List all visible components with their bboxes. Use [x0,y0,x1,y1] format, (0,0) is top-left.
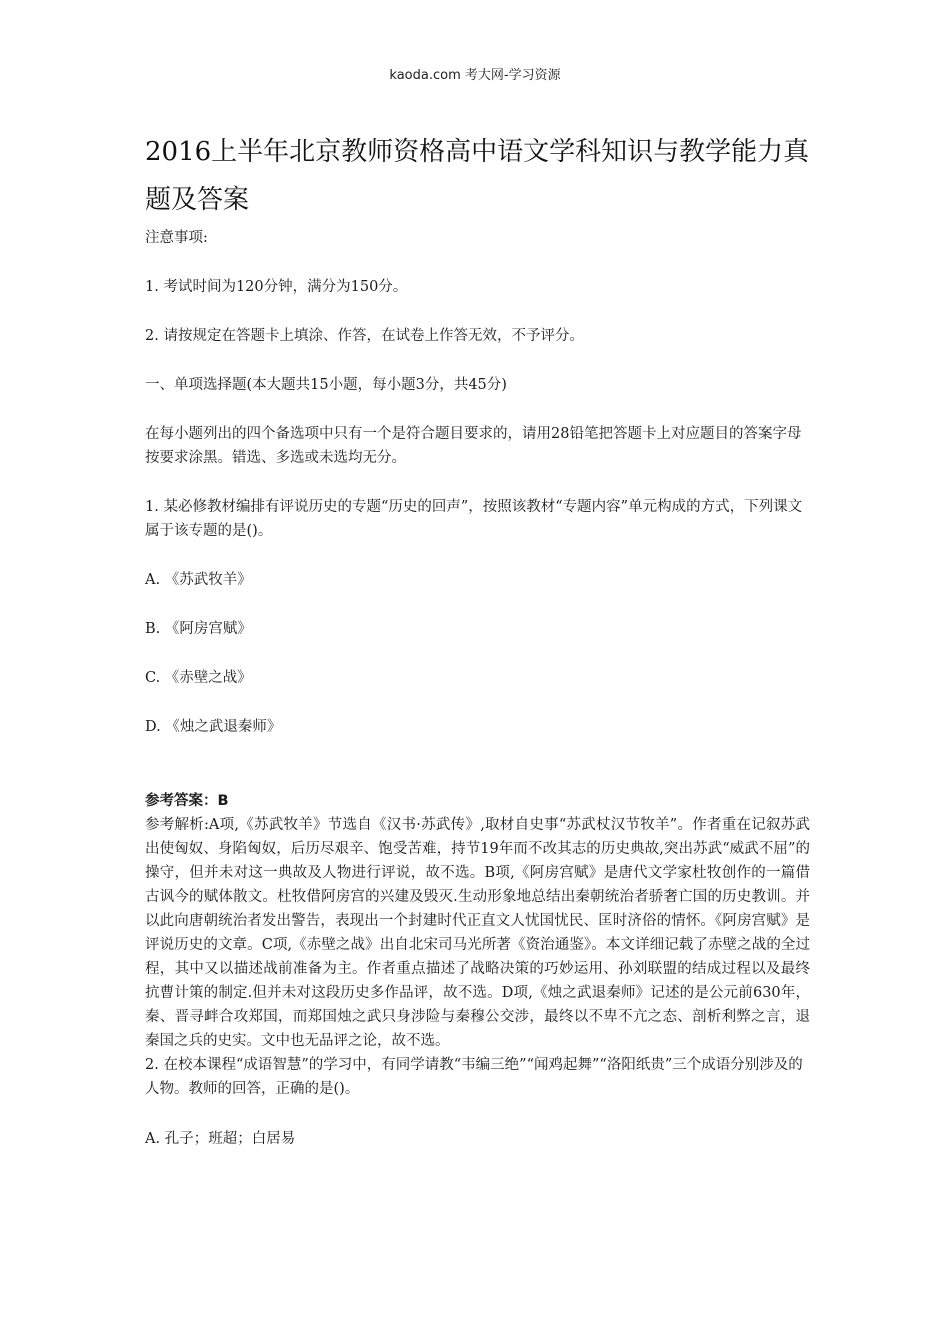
question-1-analysis: 参考解析:A项,《苏武牧羊》节选自《汉书·苏武传》,取材自史事“苏武杖汉节牧羊”。作者重在记叙苏武出使匈奴、身陷匈奴，后历尽艰辛、饱受苦难，持节19年而不改其志的历史典故,突出苏武“威武不屈”的操守，但并未对这一典故及人物进行评说，故不选。B项,《阿房宫赋》是唐代文学家杜牧创作的一篇借古讽今的赋体散文。杜牧借阿房宫的兴建及毁灭.生动形象地总结出秦朝统治者骄奢亡国的历史教训。并以此向唐朝统治者发出警告，表现出一个封建时代正直文人忧国忧民、匡时济俗的情怀。《阿房宫赋》是评说历史的文章。C项,《赤壁之战》出自北宋司马光所著《资治通鉴》。本文详细记载了赤壁之战的全过程，其中又以描述战前准备为主。作者重点描述了战略决策的巧妙运用、孙刘联盟的结成过程以及最终抗曹计策的制定.但并未对这段历史多作品评，故不选。D项,《烛之武退秦师》记述的是公元前630年，秦、晋寻衅合攻郑国，而郑国烛之武只身涉险与秦穆公交涉，最终以不卑不亢之态、剖析利弊之言，退秦国之兵的史实。文中也无品评之论，故不选。 [145,817,810,1049]
notice-item: 2. 请按规定在答题卡上填涂、作答，在试卷上作答无效，不予评分。 [145,328,584,344]
section-title: 一、单项选择题(本大题共15小题，每小题3分，共45分) [145,377,507,393]
question-1-answer: 参考答案：B [145,793,229,809]
document-title: 2016上半年北京教师资格高中语文学科知识与教学能力真题及答案 [145,137,810,215]
notice-label: 注意事项: [145,230,208,246]
notice-item: 1. 考试时间为120分钟，满分为150分。 [145,279,408,295]
question-2-stem: 2. 在校本课程“成语智慧”的学习中，有同学请教“韦编三绝”“闻鸡起舞”“洛阳纸贵”三个成语分别涉及的人物。教师的回答，正确的是()。 [145,1057,803,1097]
question-1-option-a: A. 《苏武牧羊》 [145,572,252,588]
question-1-option-b: B. 《阿房宫赋》 [145,621,252,637]
question-1-option-d: D. 《烛之武退秦师》 [145,719,282,735]
question-1-stem: 1. 某必修教材编排有评说历史的专题“历史的回声”，按照该教材“专题内容”单元构成的方式，下列课文属于该专题的是()。 [145,499,803,539]
section-instruction: 在每小题列出的四个备选项中只有一个是符合题目要求的，请用28铅笔把答题卡上对应题目的答案字母按要求涂黑。错选、多选或未选均无分。 [145,426,802,466]
page-header: kaoda.com 考大网-学习资源 [389,68,561,83]
question-2-option-a: A. 孔子；班超；白居易 [145,1131,296,1147]
document-body [145,128,810,1151]
question-1-answer-block [145,789,810,1101]
question-1-option-c: C. 《赤壁之战》 [145,670,252,686]
